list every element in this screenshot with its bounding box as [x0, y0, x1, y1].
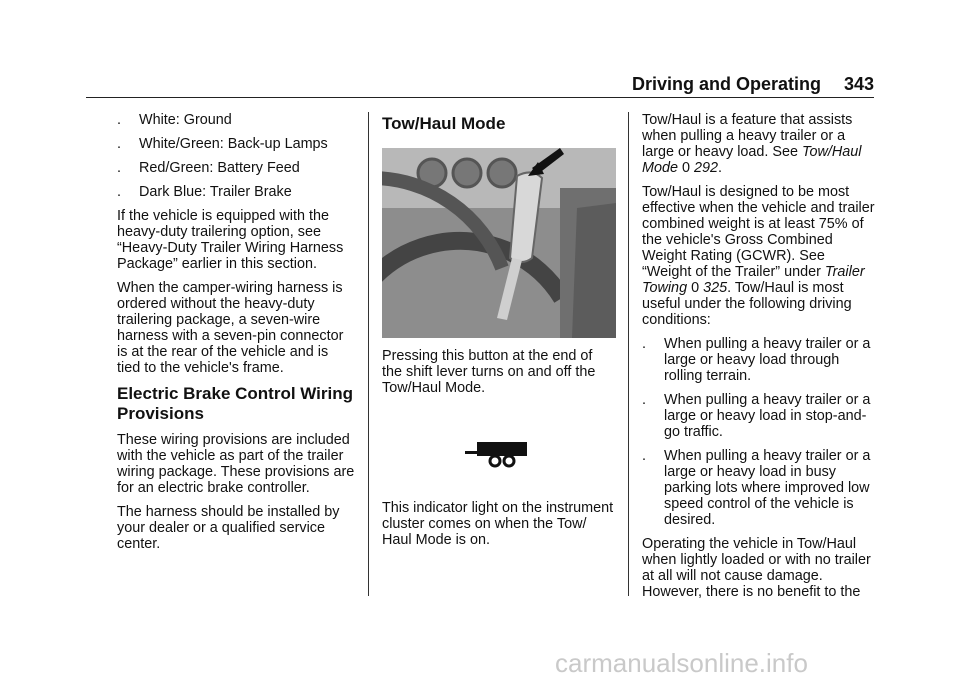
column-divider-2	[628, 112, 629, 596]
section-heading: Tow/Haul Mode	[382, 114, 506, 133]
column-1	[117, 112, 355, 560]
list-item: . When pulling a heavy trailer or a large or heavy load in stop-and-go traffic.	[642, 392, 871, 440]
page-ref[interactable]: 325	[703, 280, 728, 296]
section-title: Driving and Operating	[632, 74, 822, 94]
tow-haul-indicator-icon	[382, 404, 616, 494]
list-item: . Red/Green: Battery Feed	[117, 160, 300, 176]
paragraph: If the vehicle is equipped with the heavy-duty trailering option, see “Heavy-Duty Trailer Wiring Harness Package” earlier in this section.	[117, 208, 344, 272]
paragraph: When the camper-wiring harness is ordered without the heavy-duty trailering package, a seven-wire harness with a seven-pin connector is at the rear of the vehicle and is tied to the vehicle's frame.	[117, 280, 344, 376]
list-item: . When pulling a heavy trailer or a large or heavy load in busy parking lots where improved low speed control of the vehicle is desired.	[642, 448, 871, 528]
column-2	[382, 112, 616, 556]
section-heading: Electric Brake Control Wiring Provisions	[117, 384, 354, 423]
shift-lever-photo	[382, 148, 616, 338]
paragraph: The harness should be installed by your dealer or a qualified service center.	[117, 504, 340, 552]
list-item: . White/Green: Back-up Lamps	[117, 136, 328, 152]
paragraph: This indicator light on the instrument cluster comes on when the Tow/ Haul Mode is on.	[382, 500, 614, 548]
header-rule	[86, 97, 874, 98]
list-item: . When pulling a heavy trailer or a large or heavy load through rolling terrain.	[642, 336, 871, 384]
column-3	[642, 112, 876, 608]
page-ref[interactable]: 292	[694, 160, 719, 176]
page-number: 343	[843, 74, 874, 94]
page-ref-symbol: 0	[691, 280, 700, 296]
paragraph: Tow/Haul is designed to be most effective when the vehicle and trailer combined weight is at least 75% of the vehicle's Gross Combined Weight Rating (GCWR). See “Weight of the Trailer” under Trailer Towing 0 325. Tow/Haul is most useful under the following driving conditions:	[642, 184, 875, 328]
paragraph: Tow/Haul is a feature that assists when pulling a heavy trailer or a large or heavy load. See Tow/Haul Mode 0 292.	[642, 112, 862, 176]
paragraph: Pressing this button at the end of the shift lever turns on and off the Tow/Haul Mode.	[382, 348, 596, 396]
list-item: . White: Ground	[117, 112, 232, 128]
page-ref-symbol: 0	[682, 160, 691, 176]
paragraph: These wiring provisions are included with the vehicle as part of the trailer wiring package. These provisions are for an electric brake controller.	[117, 432, 355, 496]
cross-reference-link[interactable]: Tow/Haul Mode	[642, 144, 862, 176]
list-item: . Dark Blue: Trailer Brake	[117, 184, 292, 200]
paragraph: Operating the vehicle in Tow/Haul when lightly loaded or with no trailer at all will not cause damage. However, there is no benefit to the	[642, 536, 871, 600]
column-divider-1	[368, 112, 369, 596]
watermark: carmanualsonline.info	[555, 648, 808, 678]
cross-reference-link[interactable]: Trailer Towing	[642, 264, 865, 296]
